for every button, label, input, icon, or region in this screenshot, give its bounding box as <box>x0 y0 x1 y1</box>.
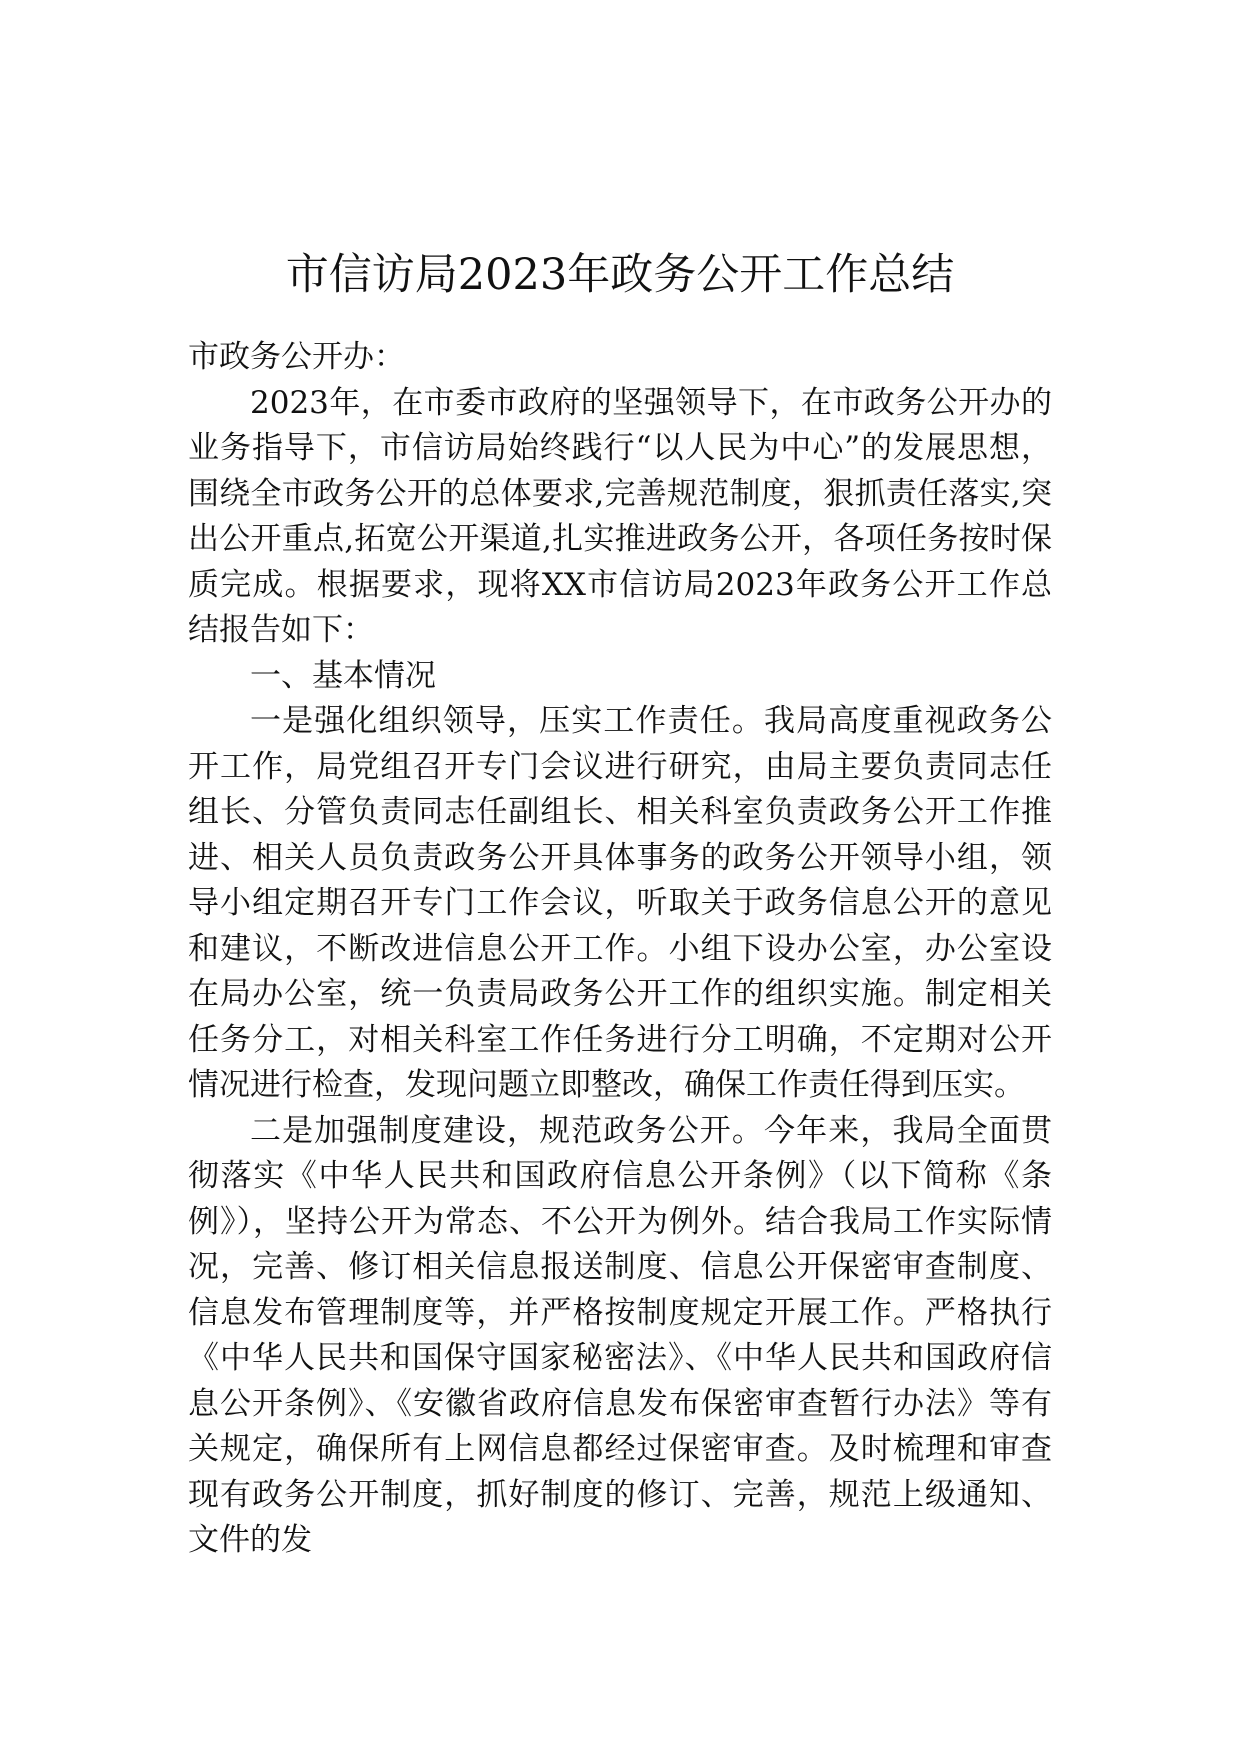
salutation: 市政务公开办： <box>188 339 405 375</box>
paragraph-system-construction: 二是加强制度建设，规范政务公开。今年来，我局全面贯彻落实《中华人民共和国政府信息公开条例》（以下简称《条例》），坚持公开为常态、不公开为例外。结合我局工作实际情况，完善、修订相关信息报送制度、信息公开保密审查制度、信息发布管理制度等，并严格按制度规定开展工作。严格执行《中华人民共和国保守国家秘密法》、《中华人民共和国政府信息公开条例》、《安徽省政府信息发布保密审查暂行办法》等有关规定，确保所有上网信息都经过保密审查。及时梳理和审查现有政务公开制度，抓好制度的修订、完善，规范上级通知、文件的发 <box>188 1112 1052 1558</box>
paragraph-intro: 2023年，在市委市政府的坚强领导下，在市政务公开办的业务指导下，市信访局始终践行“以人民为中心”的发展思想，围绕全市政务公开的总体要求,完善规范制度，狠抓责任落实,突出公开重点,拓宽公开渠道,扎实推进政务公开，各项任务按时保质完成。根据要求，现将XX市信访局2023年政务公开工作总结报告如下： <box>188 384 1052 648</box>
section-heading-basic-situation: 一、基本情况 <box>250 657 436 694</box>
document-title: 市信访局2023年政务公开工作总结 <box>285 249 955 300</box>
document-body <box>188 335 1052 1564</box>
paragraph-organization-leadership: 一是强化组织领导，压实工作责任。我局高度重视政务公开工作，局党组召开专门会议进行研究，由局主要负责同志任组长、分管负责同志任副组长、相关科室负责政务公开工作推进、相关人员负责政务公开具体事务的政务公开领导小组，领导小组定期召开专门工作会议，听取关于政务信息公开的意见和建议，不断改进信息公开工作。小组下设办公室，办公室设在局办公室，统一负责局政务公开工作的组织实施。制定相关任务分工，对相关科室工作任务进行分工明确，不定期对公开情况进行检查，发现问题立即整改，确保工作责任得到压实。 <box>188 703 1052 1103</box>
